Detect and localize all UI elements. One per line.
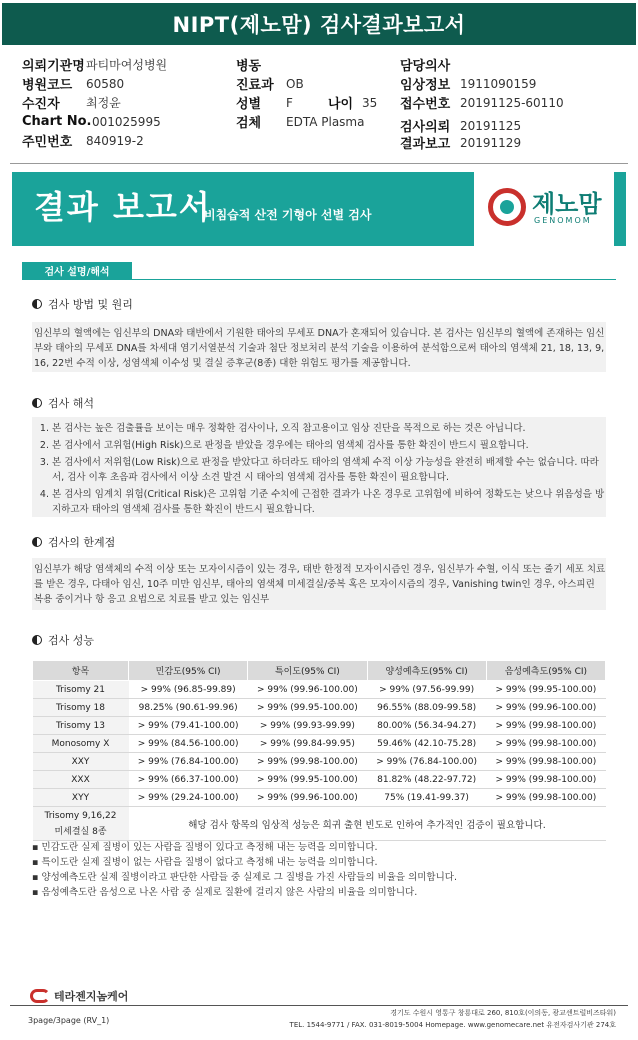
table-cell: > 99% (99.98-100.00): [486, 717, 605, 735]
section-tab: 검사 설명/해석: [22, 262, 132, 279]
table-cell: > 99% (99.98-100.00): [486, 789, 605, 807]
definitions-notes: [32, 840, 457, 900]
receipt-value: 20191125-60110: [460, 95, 564, 110]
row-label: Trisomy 13: [33, 717, 129, 735]
genomom-logo: [474, 172, 614, 246]
half-circle-icon: [32, 299, 42, 309]
extra-label-microdeletion: 미세결실 8종: [54, 826, 107, 837]
hospital-value: 파티마여성병원: [86, 58, 168, 72]
sex-label: 성별: [236, 97, 262, 112]
table-row: [33, 753, 606, 771]
half-circle-icon: [32, 635, 42, 645]
note-item: ▪ 음성예측도란 음성으로 나온 사람 중 실제로 질환에 걸리지 않은 사람의 비율을 의미합니다.: [32, 887, 418, 898]
table-cell: > 99% (99.98-100.00): [486, 735, 605, 753]
note-item: ▪ 양성예측도란 실제 질병이라고 판단한 사람들 중 실제로 그 질병을 가진 사람들의 비율을 의미합니다.: [32, 872, 457, 883]
request-value: 20191125: [460, 118, 522, 133]
table-cell: > 99% (96.85-99.89): [129, 681, 248, 699]
interpretation-item: 4. 본 검사의 임계치 위험(Critical Risk)은 고위험 기준 수치에 근접한 결과가 나온 경우로 고위험에 비하여 정확도는 낮으나 위음성을 방지하고자 태아의 염색체 검사를 통한 확진이 반드시 필요합니다.: [52, 487, 606, 517]
patient-value: 최정윤: [86, 96, 121, 110]
logo-subtext: GENOMOM: [534, 216, 592, 225]
receipt-label: 접수번호: [400, 97, 451, 112]
note-item: ▪ 특이도란 실제 질병이 없는 사람을 질병이 없다고 측정해 내는 능력을 의미합니다.: [32, 857, 378, 868]
company-name: 테라젠지놈케어: [54, 990, 129, 1003]
table-header: 음성예측도(95% CI): [486, 661, 605, 681]
banner-subtitle: 비침습적 산전 기형아 선별 검사: [204, 208, 372, 222]
row-label: Trisomy 18: [33, 699, 129, 717]
limits-heading: [32, 534, 115, 550]
company-contact: TEL. 1544-9771 / FAX. 031-8019-5004 Homepage. www.genomecare.net 유전자검사기관 274호: [289, 1021, 616, 1029]
row-label: [33, 807, 129, 841]
request-label: 검사의뢰: [400, 120, 451, 135]
table-header: 항목: [33, 661, 129, 681]
half-circle-icon: [32, 537, 42, 547]
table-header: 양성예측도(95% CI): [367, 661, 486, 681]
table-row: [33, 807, 606, 841]
note-item: ▪ 민감도란 실제 질병이 있는 사람을 질병이 있다고 측정해 내는 능력을 의미합니다.: [32, 842, 378, 853]
extra-label-trisomy: Trisomy 9,16,22: [44, 810, 117, 821]
row-label: Monosomy X: [33, 735, 129, 753]
table-row: [33, 771, 606, 789]
report-title: NIPT(제노맘) 검사결과보고서: [2, 3, 636, 45]
table-row: [33, 681, 606, 699]
code-label: 병원코드: [22, 78, 73, 93]
table-cell: 96.55% (88.09-99.58): [367, 699, 486, 717]
company-logo-icon: [30, 989, 50, 1003]
age-value: 35: [362, 95, 378, 110]
table-cell: 59.46% (42.10-75.28): [367, 735, 486, 753]
table-cell: > 99% (99.96-100.00): [248, 681, 367, 699]
table-cell: > 99% (99.93-99.99): [248, 717, 367, 735]
table-cell: 80.00% (56.34-94.27): [367, 717, 486, 735]
company-address: 경기도 수원시 영통구 창룡대로 260, 810호(이의동, 광교센트럴비즈타워): [390, 1009, 616, 1017]
interpretation-heading-text: 검사 해석: [48, 397, 95, 410]
ward-label: 병동: [236, 59, 262, 74]
clinical-value: 1911090159: [460, 76, 537, 91]
table-cell: > 99% (99.95-100.00): [486, 681, 605, 699]
logo-text: 제노맘: [532, 190, 602, 218]
result-banner: [12, 172, 626, 246]
interpretation-item: 2. 본 검사에서 고위험(High Risk)으로 판정을 받았을 경우에는 태아의 염색체 검사를 통한 확진이 반드시 필요합니다.: [52, 438, 606, 453]
performance-heading: [32, 632, 94, 648]
table-cell: > 99% (99.98-100.00): [486, 771, 605, 789]
table-cell: > 99% (99.84-99.95): [248, 735, 367, 753]
interpretation-heading: [32, 395, 94, 411]
header-divider: [10, 163, 628, 164]
specimen-label: 검체: [236, 116, 262, 131]
genomom-logo-icon: [488, 188, 526, 226]
performance-heading-text: 검사 성능: [48, 634, 95, 647]
table-cell: > 99% (99.96-100.00): [248, 789, 367, 807]
age-label: 나이: [328, 97, 354, 112]
dept-value: OB: [286, 76, 304, 91]
sex-value: F: [286, 95, 293, 110]
table-cell: 75% (19.41-99.37): [367, 789, 486, 807]
code-value: 60580: [86, 76, 125, 91]
patient-label: 수진자: [22, 97, 60, 112]
method-text: 임신부의 혈액에는 임신부의 DNA와 태반에서 기원한 태아의 무세포 DNA가 혼재되어 있습니다. 본 검사는 임신부의 혈액에 존재하는 임신부와 태아의 무세포 DNA를 차세대 염기서열분석 기술과 첨단 정보처리 분석 기술을 이용하여 분석함으로써 태아의 염색체 21, 18, 13, 9, 16, 22번 수적 이상, 성염색체 이수성 및 결실 증후군(8종) 대한 위험도 평가를 제공합니다.: [32, 322, 606, 372]
id-label: 주민번호: [22, 135, 73, 150]
table-cell: 81.82% (48.22-97.72): [367, 771, 486, 789]
hospital-label: 의뢰기관명: [22, 59, 85, 74]
table-cell: > 99% (99.98-100.00): [248, 753, 367, 771]
doctor-label: 담당의사: [400, 59, 451, 74]
clinical-label: 임상정보: [400, 78, 451, 93]
row-label: XXX: [33, 771, 129, 789]
footer-divider: [10, 1005, 628, 1006]
company-logo: [30, 988, 128, 1004]
chart-label: Chart No.: [22, 114, 92, 129]
table-header: 특이도(95% CI): [248, 661, 367, 681]
table-cell: > 99% (97.56-99.99): [367, 681, 486, 699]
table-row: [33, 699, 606, 717]
interpretation-box: [32, 417, 606, 517]
performance-table: [32, 660, 606, 841]
page-number: 3page/3page (RV_1): [28, 1016, 110, 1025]
table-cell: 98.25% (90.61-99.96): [129, 699, 248, 717]
banner-title: 결과 보고서: [34, 188, 212, 226]
report-date-label: 결과보고: [400, 137, 451, 152]
table-row: [33, 717, 606, 735]
chart-value: 001025995: [92, 114, 161, 129]
dept-label: 진료과: [236, 78, 274, 93]
extra-note: 해당 검사 항목의 임상적 성능은 희귀 출현 빈도로 인하여 추가적인 검증이 필요합니다.: [129, 807, 606, 841]
table-cell: > 99% (99.98-100.00): [486, 753, 605, 771]
section-divider: [22, 279, 616, 280]
table-cell: > 99% (66.37-100.00): [129, 771, 248, 789]
table-row: [33, 735, 606, 753]
half-circle-icon: [32, 398, 42, 408]
table-cell: > 99% (99.95-100.00): [248, 771, 367, 789]
specimen-value: EDTA Plasma: [286, 114, 365, 129]
report-date-value: 20191129: [460, 135, 522, 150]
table-cell: > 99% (79.41-100.00): [129, 717, 248, 735]
row-label: XYY: [33, 789, 129, 807]
row-label: Trisomy 21: [33, 681, 129, 699]
table-cell: > 99% (84.56-100.00): [129, 735, 248, 753]
table-cell: > 99% (99.95-100.00): [248, 699, 367, 717]
table-header: 민감도(95% CI): [129, 661, 248, 681]
row-label: XXY: [33, 753, 129, 771]
limits-heading-text: 검사의 한계점: [48, 536, 116, 549]
table-cell: > 99% (76.84-100.00): [129, 753, 248, 771]
method-heading: [32, 296, 133, 312]
table-cell: > 99% (76.84-100.00): [367, 753, 486, 771]
interpretation-item: 1. 본 검사는 높은 검출률을 보이는 매우 정확한 검사이나, 오직 참고용이고 임상 진단을 목적으로 하는 것은 아닙니다.: [52, 421, 606, 436]
table-row: [33, 789, 606, 807]
table-cell: > 99% (99.96-100.00): [486, 699, 605, 717]
id-value: 840919-2: [86, 133, 144, 148]
limits-text: 임신부가 해당 염색체의 수적 이상 또는 모자이시즘이 있는 경우, 태반 한정적 모자이시즘인 경우, 임신부가 수혈, 이식 또는 줄기 세포 치료를 받은 경우, 다태아 임신, 10주 미만 임신부, 태아의 염색체 미세결실/중복 혹은 모자이시즘의 경우, Vanishing twin인 경우, 아스피린 복용 중이거나 항 응고 요법으로 치료를 받고 있는 임신부: [32, 558, 606, 610]
interpretation-item: 3. 본 검사에서 저위험(Low Risk)으로 판정을 받았다고 하더라도 태아의 염색체 수적 이상 가능성을 완전히 배제할 수는 없습니다. 따라서, 검사 이후 초음파 검사에서 이상 소견 발견 시 태아의 염색체 검사를 통한 확진이 필요합니다.: [52, 455, 606, 485]
method-heading-text: 검사 방법 및 원리: [48, 298, 133, 311]
table-cell: > 99% (29.24-100.00): [129, 789, 248, 807]
